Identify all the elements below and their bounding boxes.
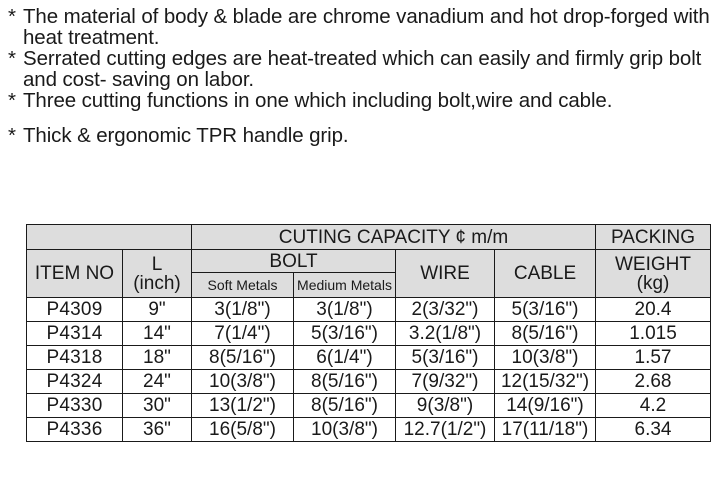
- cell-medium-metals: 6(1/4"): [294, 346, 396, 370]
- cell-soft-metals: 16(5/8"): [192, 418, 294, 442]
- cell-soft-metals: 8(5/16"): [192, 346, 294, 370]
- table-row: [27, 298, 711, 322]
- feature-bullet: *: [8, 89, 16, 112]
- cell-wire: 7(9/32"): [396, 370, 495, 394]
- cell-soft-metals: 13(1/2"): [192, 394, 294, 418]
- table-row: [27, 370, 711, 394]
- cell-weight: 4.2: [596, 394, 711, 418]
- feature-text: Three cutting functions in one which including bolt,wire and cable.: [23, 89, 613, 112]
- cell-wire: 3.2(1/8"): [396, 322, 495, 346]
- cell-item-no: P4330: [27, 394, 123, 418]
- cell-medium-metals: 3(1/8"): [294, 298, 396, 322]
- cell-medium-metals: 10(3/8"): [294, 418, 396, 442]
- cell-soft-metals: 7(1/4"): [192, 322, 294, 346]
- cell-soft-metals: 10(3/8"): [192, 370, 294, 394]
- cell-cable: 14(9/16"): [495, 394, 596, 418]
- cell-medium-metals: 8(5/16"): [294, 370, 396, 394]
- header-blank: [27, 225, 192, 250]
- header-medium-metals: Medium Metals: [294, 273, 396, 298]
- cell-cable: 8(5/16"): [495, 322, 596, 346]
- cell-length: 36": [123, 418, 192, 442]
- cell-item-no: P4314: [27, 322, 123, 346]
- table-row: [27, 394, 711, 418]
- cell-medium-metals: 8(5/16"): [294, 394, 396, 418]
- header-cable: CABLE: [495, 250, 596, 298]
- header-length-l: L: [151, 253, 163, 275]
- header-wire: WIRE: [396, 250, 495, 298]
- cell-length: 9": [123, 298, 192, 322]
- cell-item-no: P4324: [27, 370, 123, 394]
- header-weight-unit: (kg): [636, 272, 670, 294]
- header-weight-label: WEIGHT: [615, 253, 691, 275]
- spec-table-body: [27, 298, 711, 442]
- spec-table: [26, 224, 711, 442]
- cell-length: 14": [123, 322, 192, 346]
- feature-item: [8, 90, 714, 111]
- feature-item: [8, 6, 714, 48]
- cell-weight: 1.57: [596, 346, 711, 370]
- cell-weight: 20.4: [596, 298, 711, 322]
- cell-soft-metals: 3(1/8"): [192, 298, 294, 322]
- header-weight: [596, 250, 711, 298]
- cell-length: 30": [123, 394, 192, 418]
- feature-text: Thick & ergonomic TPR handle grip.: [23, 124, 349, 147]
- feature-bullet: *: [8, 5, 16, 28]
- header-packing: PACKING: [596, 225, 711, 250]
- header-length: [123, 250, 192, 298]
- table-row: [27, 346, 711, 370]
- feature-text: The material of body & blade are chrome vanadium and hot drop-forged with heat treatment.: [23, 5, 710, 49]
- table-row: [27, 322, 711, 346]
- cell-cable: 10(3/8"): [495, 346, 596, 370]
- cell-medium-metals: 5(3/16"): [294, 322, 396, 346]
- cell-weight: 2.68: [596, 370, 711, 394]
- cell-length: 18": [123, 346, 192, 370]
- header-soft-metals: Soft Metals: [192, 273, 294, 298]
- feature-text: Serrated cutting edges are heat-treated which can easily and firmly grip bolt and cost- saving on labor.: [23, 47, 702, 91]
- table-row: [27, 418, 711, 442]
- header-item-no: ITEM NO: [27, 250, 123, 298]
- cell-cable: 17(11/18"): [495, 418, 596, 442]
- spec-table-header: [27, 225, 711, 298]
- header-length-unit: (inch): [133, 272, 181, 294]
- feature-item: [8, 48, 714, 90]
- feature-bullet: *: [8, 47, 16, 70]
- cell-wire: 5(3/16"): [396, 346, 495, 370]
- cell-cable: 12(15/32"): [495, 370, 596, 394]
- feature-list: [8, 6, 714, 146]
- cell-wire: 9(3/8"): [396, 394, 495, 418]
- cell-item-no: P4336: [27, 418, 123, 442]
- cell-weight: 6.34: [596, 418, 711, 442]
- cell-item-no: P4309: [27, 298, 123, 322]
- cell-item-no: P4318: [27, 346, 123, 370]
- cell-weight: 1.015: [596, 322, 711, 346]
- header-bolt: BOLT: [192, 250, 396, 273]
- cell-cable: 5(3/16"): [495, 298, 596, 322]
- cell-wire: 12.7(1/2"): [396, 418, 495, 442]
- header-capacity: CUTING CAPACITY ¢ m/m: [192, 225, 596, 250]
- feature-item: [8, 125, 714, 146]
- cell-wire: 2(3/32"): [396, 298, 495, 322]
- cell-length: 24": [123, 370, 192, 394]
- feature-bullet: *: [8, 124, 16, 147]
